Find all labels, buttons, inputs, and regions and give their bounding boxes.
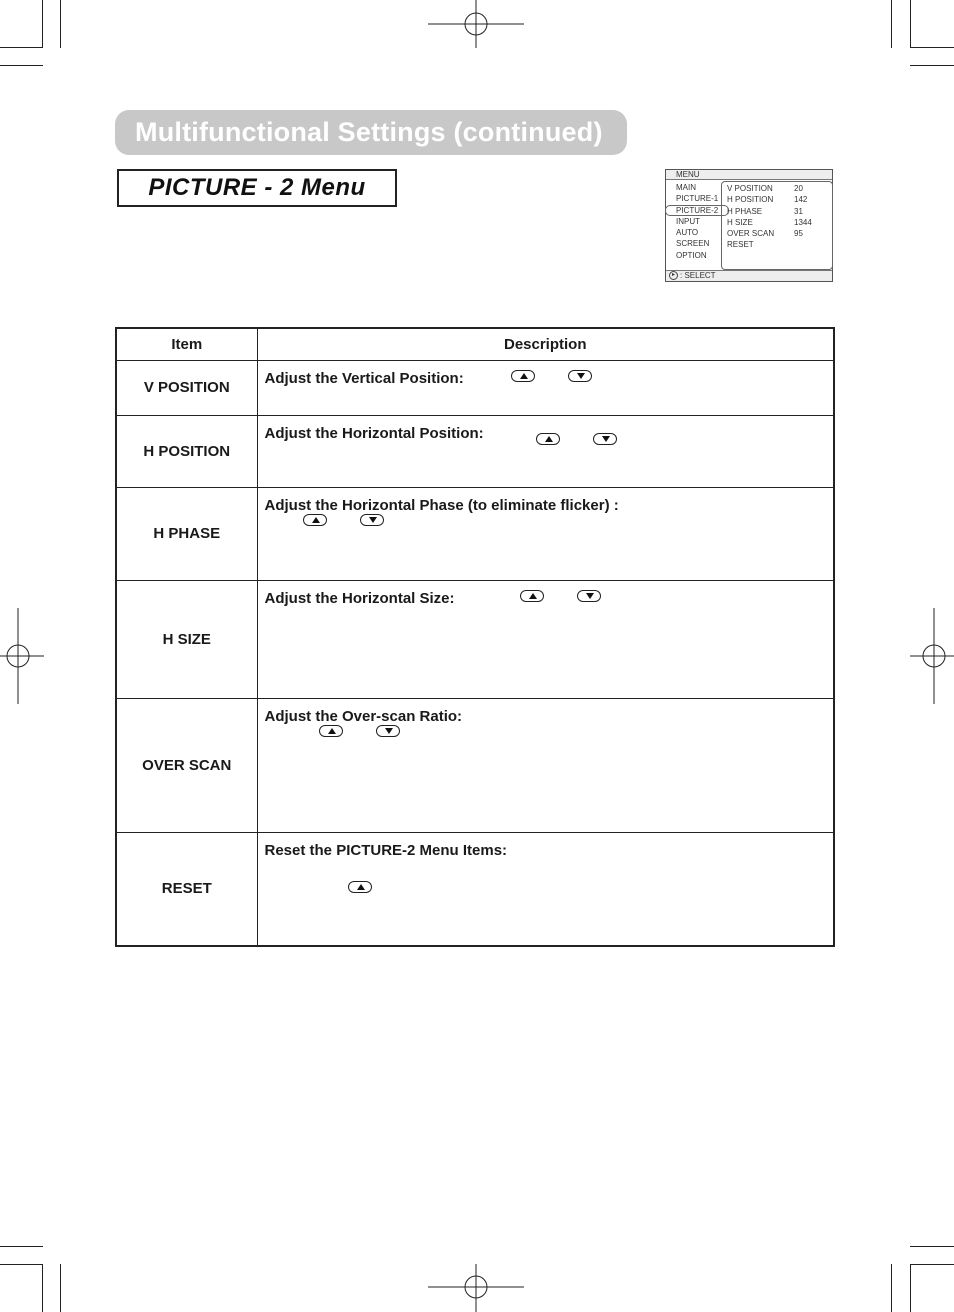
item-description (257, 698, 834, 832)
table-row (116, 415, 834, 487)
osd-row-label: H PHASE (727, 207, 763, 216)
table-header-row (116, 328, 834, 360)
registration-mark-right-icon (910, 608, 954, 704)
table-row (116, 487, 834, 580)
down-arrow-button-icon (568, 370, 592, 382)
osd-left-menu (676, 182, 718, 261)
up-arrow-button-icon (319, 725, 343, 737)
description-text: Adjust the Over-scan Ratio: (264, 707, 463, 725)
description-text: Adjust the Horizontal Position: (264, 424, 484, 442)
osd-row-label: V POSITION (727, 184, 773, 193)
menu-title: PICTURE - 2 Menu (148, 174, 366, 201)
item-name: RESET (116, 832, 257, 946)
description-text: Reset the PICTURE-2 Menu Items: (264, 841, 508, 859)
osd-row (727, 217, 831, 228)
menu-items-table (115, 327, 835, 947)
down-arrow-button-icon (360, 514, 384, 526)
description-text: Adjust the Horizontal Phase (to eliminate flicker) : (264, 496, 619, 514)
description-text: Adjust the Horizontal Size: (264, 589, 455, 607)
registration-mark-bottom-icon (428, 1264, 524, 1312)
banner-title: Multifunctional Settings (continued) (135, 117, 603, 147)
osd-row (727, 183, 831, 194)
table-row (116, 698, 834, 832)
select-icon: ▸ (669, 271, 678, 280)
registration-mark-left-icon (0, 608, 44, 704)
osd-menu-item: INPUT (676, 216, 700, 226)
osd-footer-label: : SELECT (680, 271, 716, 280)
osd-row (727, 206, 831, 217)
osd-menu-item: AUTO (676, 228, 699, 238)
osd-footer (666, 270, 832, 281)
item-name: H POSITION (116, 415, 257, 487)
up-arrow-button-icon (511, 370, 535, 382)
osd-row (727, 239, 831, 250)
up-arrow-button-icon (520, 590, 544, 602)
table-row (116, 360, 834, 415)
item-name: OVER SCAN (116, 698, 257, 832)
osd-menu-item: MAIN (676, 183, 696, 192)
osd-row-label: OVER SCAN (727, 229, 775, 238)
osd-menu-item-selected: PICTURE-2 (676, 205, 719, 215)
item-name: H PHASE (116, 487, 257, 580)
item-description (257, 580, 834, 698)
osd-row (727, 228, 831, 239)
osd-menu-item: OPTION (676, 250, 707, 260)
item-description (257, 360, 834, 415)
down-arrow-button-icon (593, 433, 617, 445)
osd-header: MENU (666, 170, 832, 180)
item-description (257, 832, 834, 946)
table-row (116, 580, 834, 698)
osd-row-value: 31 (794, 207, 803, 216)
down-arrow-button-icon (577, 590, 601, 602)
down-arrow-button-icon (376, 725, 400, 737)
item-name: H SIZE (116, 580, 257, 698)
osd-menu-item: SCREEN (676, 239, 710, 249)
osd-row-label: RESET (727, 240, 754, 249)
item-name: V POSITION (116, 360, 257, 415)
description-text: Adjust the Vertical Position: (264, 369, 464, 387)
up-arrow-button-icon (348, 881, 372, 893)
osd-row-label: H SIZE (727, 218, 753, 227)
osd-menu-item: PICTURE-1 (676, 194, 719, 204)
up-arrow-button-icon (303, 514, 327, 526)
table-row (116, 832, 834, 946)
menu-title-box (117, 169, 397, 207)
osd-settings-panel (721, 181, 833, 270)
osd-row-value: 1344 (794, 218, 812, 227)
item-description (257, 415, 834, 487)
item-description (257, 487, 834, 580)
osd-row-value: 142 (794, 195, 808, 204)
column-header-description: Description (257, 328, 834, 360)
section-banner (115, 110, 627, 155)
osd-menu-illustration (665, 169, 833, 282)
up-arrow-button-icon (536, 433, 560, 445)
osd-row-value: 20 (794, 184, 803, 193)
osd-row-value: 95 (794, 229, 803, 238)
osd-row-label: H POSITION (727, 195, 774, 204)
registration-mark-top-icon (428, 0, 524, 48)
column-header-item: Item (116, 328, 257, 360)
osd-row (727, 194, 831, 205)
